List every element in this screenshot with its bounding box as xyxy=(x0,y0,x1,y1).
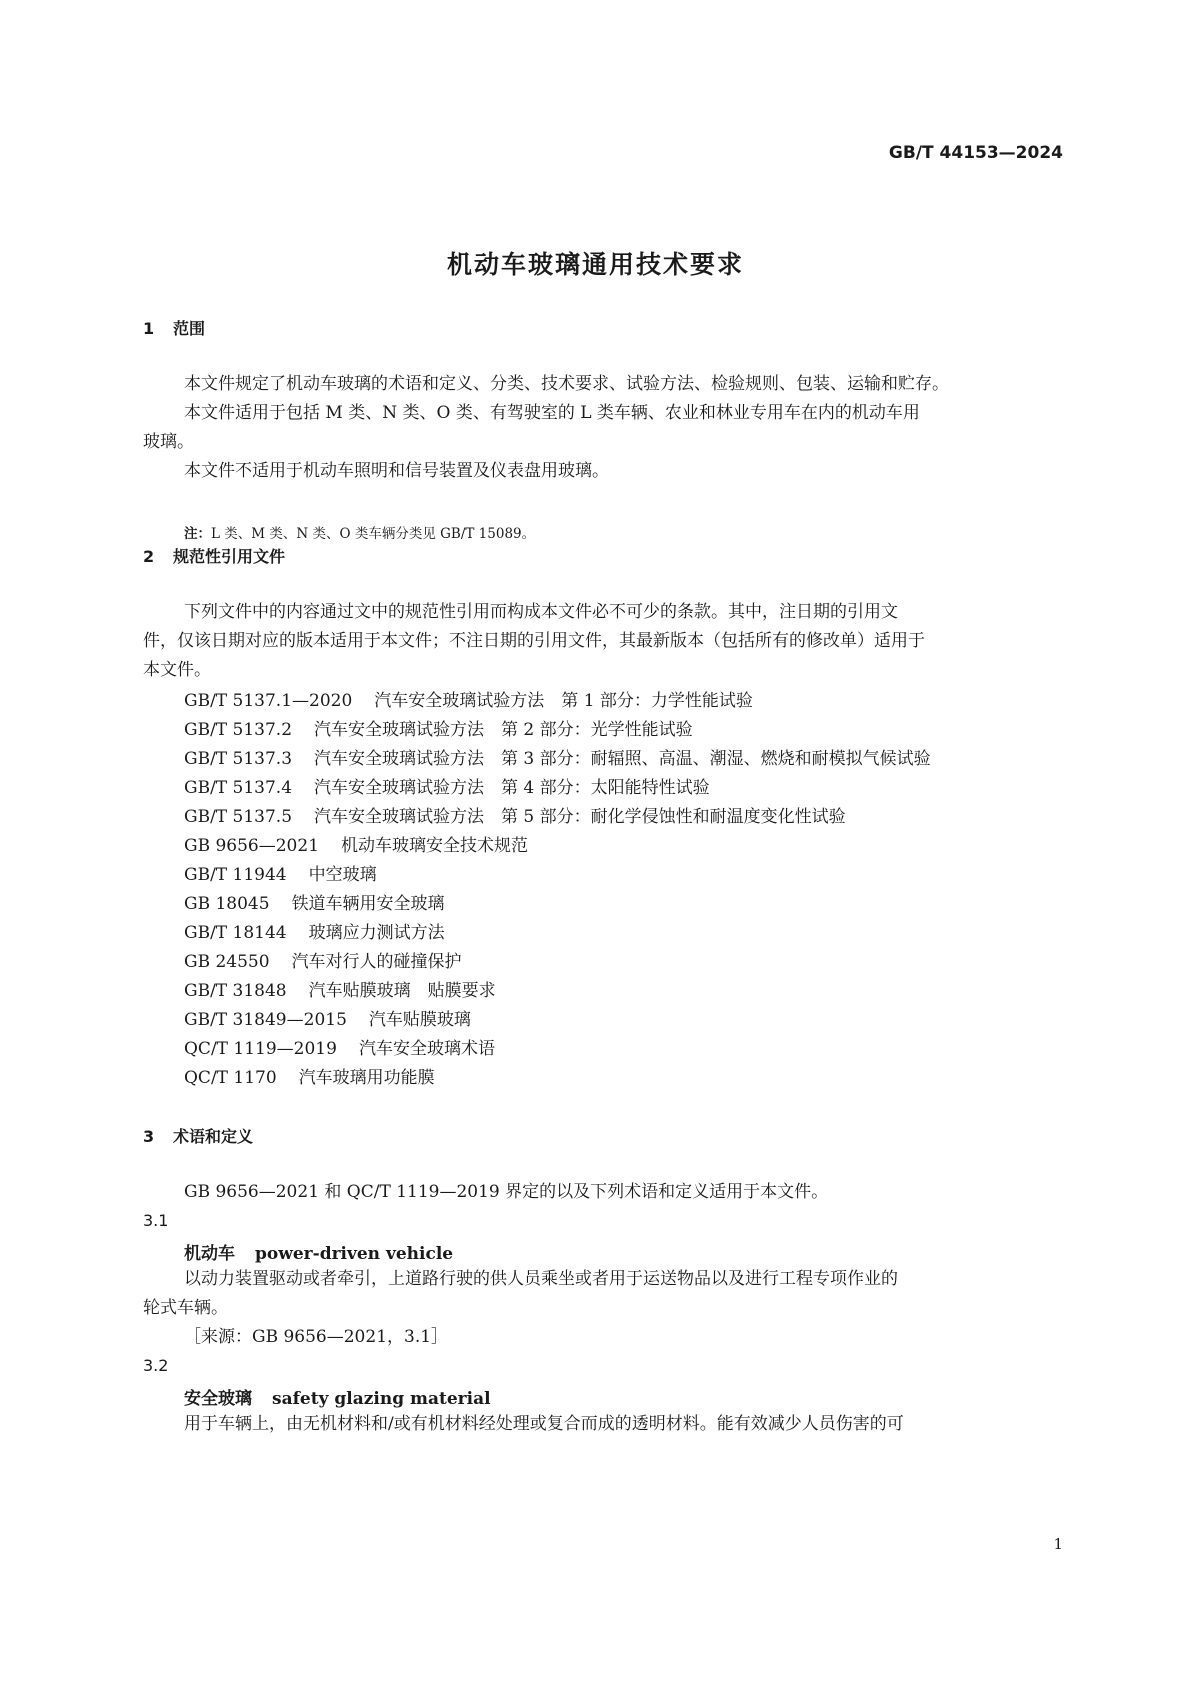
reference-code: GB/T 5137.5 xyxy=(184,807,293,827)
reference-title: 中空玻璃 xyxy=(308,865,377,885)
section-number: 1 xyxy=(143,319,155,338)
section-3-heading xyxy=(143,1124,253,1147)
reference-title: 汽车对行人的碰撞保护 xyxy=(291,952,462,972)
reference-code: GB/T 5137.2 xyxy=(184,720,293,740)
scope-paragraph-2-line-2: 玻璃。 xyxy=(143,432,194,452)
references-intro-line-1: 下列文件中的内容通过文中的规范性引用而构成本文件必不可少的条款。其中，注日期的引用文 xyxy=(184,602,898,622)
reference-title: 汽车安全玻璃试验方法 第 3 部分：耐辐照、高温、潮湿、燃烧和耐模拟气候试验 xyxy=(314,749,931,769)
page-number: 1 xyxy=(1053,1535,1063,1553)
reference-title: 汽车安全玻璃试验方法 第 5 部分：耐化学侵蚀性和耐温度变化性试验 xyxy=(314,807,846,827)
term-source: ［来源：GB 9656—2021，3.1］ xyxy=(184,1327,449,1347)
reference-title: 汽车贴膜玻璃 贴膜要求 xyxy=(308,981,496,1001)
term-english: power-driven vehicle xyxy=(255,1244,454,1264)
reference-code: GB 9656—2021 xyxy=(184,836,320,856)
reference-code: GB 18045 xyxy=(184,894,270,914)
standard-number: GB/T 44153—2024 xyxy=(888,143,1063,163)
reference-item xyxy=(184,976,496,1001)
reference-title: 铁道车辆用安全玻璃 xyxy=(291,894,445,914)
scope-note xyxy=(184,522,535,542)
section-2-heading xyxy=(143,544,285,567)
note-text: L 类、M 类、N 类、O 类车辆分类见 GB/T 15089。 xyxy=(211,526,536,542)
reference-code: GB/T 31849—2015 xyxy=(184,1010,347,1030)
reference-item xyxy=(184,773,710,798)
term-chinese: 机动车 xyxy=(184,1244,235,1264)
scope-paragraph-3: 本文件不适用于机动车照明和信号装置及仪表盘用玻璃。 xyxy=(184,461,609,481)
scope-paragraph-2-line-1: 本文件适用于包括 M 类、N 类、O 类、有驾驶室的 L 类车辆、农业和林业专用车在内的机动车用 xyxy=(184,403,920,423)
reference-item xyxy=(184,744,931,769)
reference-item xyxy=(184,715,693,740)
section-number: 2 xyxy=(143,547,155,566)
clause-number: 3.1 xyxy=(143,1211,169,1230)
references-intro-line-2: 件，仅该日期对应的版本适用于本文件；不注日期的引用文件，其最新版本（包括所有的修改单）适用于 xyxy=(143,631,925,651)
reference-item xyxy=(184,918,445,943)
reference-title: 汽车安全玻璃试验方法 第 2 部分：光学性能试验 xyxy=(314,720,693,740)
reference-code: GB/T 5137.1—2020 xyxy=(184,691,353,711)
reference-title: 汽车玻璃用功能膜 xyxy=(298,1068,435,1088)
reference-item xyxy=(184,1063,435,1088)
document-title: 机动车玻璃通用技术要求 xyxy=(446,250,744,279)
reference-item xyxy=(184,686,753,711)
reference-title: 汽车安全玻璃术语 xyxy=(358,1039,495,1059)
term-entry xyxy=(184,1239,453,1264)
reference-code: GB/T 31848 xyxy=(184,981,287,1001)
reference-code: GB/T 5137.3 xyxy=(184,749,293,769)
reference-code: QC/T 1119—2019 xyxy=(184,1039,337,1059)
reference-item xyxy=(184,860,377,885)
reference-code: GB/T 11944 xyxy=(184,865,287,885)
reference-code: QC/T 1170 xyxy=(184,1068,277,1088)
reference-item xyxy=(184,802,846,827)
references-intro-line-3: 本文件。 xyxy=(143,660,211,680)
reference-item xyxy=(184,831,528,856)
reference-title: 汽车安全玻璃试验方法 第 4 部分：太阳能特性试验 xyxy=(314,778,710,798)
section-title: 范围 xyxy=(173,319,206,338)
reference-title: 机动车玻璃安全技术规范 xyxy=(341,836,529,856)
terms-intro: GB 9656—2021 和 QC/T 1119—2019 界定的以及下列术语和定义适用于本文件。 xyxy=(184,1182,829,1202)
reference-title: 玻璃应力测试方法 xyxy=(308,923,445,943)
section-1-heading xyxy=(143,316,205,339)
reference-item xyxy=(184,1005,471,1030)
term-entry xyxy=(184,1384,491,1409)
clause-number: 3.2 xyxy=(143,1356,169,1375)
term-definition-line-1: 用于车辆上，由无机材料和/或有机材料经处理或复合而成的透明材料。能有效减少人员伤害的可 xyxy=(184,1414,904,1434)
reference-title: 汽车安全玻璃试验方法 第 1 部分：力学性能试验 xyxy=(374,691,753,711)
reference-item xyxy=(184,889,445,914)
scope-paragraph-1: 本文件规定了机动车玻璃的术语和定义、分类、技术要求、试验方法、检验规则、包装、运输和贮存。 xyxy=(184,374,949,394)
reference-code: GB/T 18144 xyxy=(184,923,287,943)
reference-title: 汽车贴膜玻璃 xyxy=(368,1010,471,1030)
section-title: 术语和定义 xyxy=(173,1127,254,1146)
reference-item xyxy=(184,947,462,972)
term-chinese: 安全玻璃 xyxy=(184,1389,252,1409)
reference-item xyxy=(184,1034,495,1059)
reference-code: GB 24550 xyxy=(184,952,270,972)
section-number: 3 xyxy=(143,1127,155,1146)
term-definition-line-2: 轮式车辆。 xyxy=(143,1298,228,1318)
term-definition-line-1: 以动力装置驱动或者牵引，上道路行驶的供人员乘坐或者用于运送物品以及进行工程专项作业的 xyxy=(184,1269,898,1289)
reference-code: GB/T 5137.4 xyxy=(184,778,293,798)
note-label: 注： xyxy=(184,526,211,542)
section-title: 规范性引用文件 xyxy=(173,547,286,566)
term-english: safety glazing material xyxy=(272,1389,491,1409)
